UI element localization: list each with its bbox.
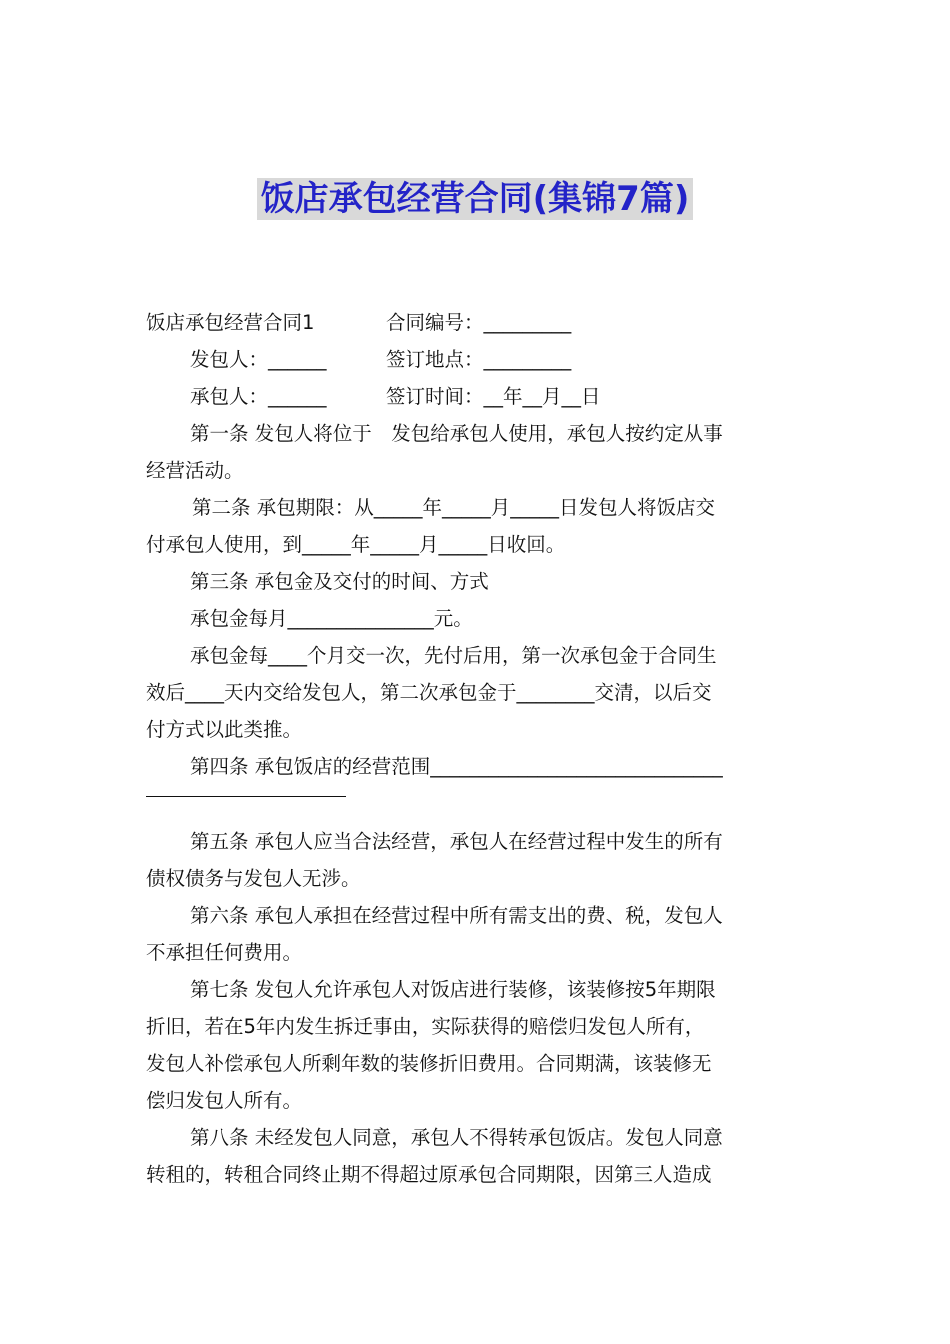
- article-7-line-1: 第七条 发包人允许承包人对饭店进行装修，该装修按5年期限: [190, 978, 716, 1001]
- document-title: 饭店承包经营合同(集锦7篇): [257, 178, 694, 220]
- article-8-line-2: 转租的，转租合同终止期不得超过原承包合同期限，因第三人造成: [146, 1163, 712, 1186]
- article-3-line-1: 第三条 承包金及交付的时间、方式: [190, 570, 489, 593]
- article-4-blank-rule: [146, 785, 346, 797]
- article-2-line-1: 第二条 承包期限：从_____年_____月_____日发包人将饭店交: [192, 496, 715, 519]
- article-5-line-2: 债权债务与发包人无涉。: [146, 867, 361, 890]
- payment-line-1: 承包金每____个月交一次，先付后用，第一次承包金于合同生: [190, 644, 717, 667]
- header-row-1: [146, 304, 808, 341]
- sign-place-field: 签订地点：_________: [386, 348, 572, 371]
- contract-number-field: 合同编号：_________: [386, 311, 572, 334]
- party-b-field: 承包人：______: [190, 385, 327, 408]
- payment-line-2: 效后____天内交给发包人，第二次承包金于________交清，以后交: [146, 681, 712, 704]
- article-6-line-2: 不承担任何费用。: [146, 941, 303, 964]
- article-2-line-2: 付承包人使用，到_____年_____月_____日收回。: [146, 533, 566, 556]
- document-title-wrap: [0, 178, 950, 220]
- spacer: [146, 797, 808, 823]
- contract-name: 饭店承包经营合同1: [146, 311, 315, 334]
- document-body: [146, 304, 808, 1193]
- article-3-line-2: 承包金每月_______________元。: [190, 607, 473, 630]
- sign-time-field: 签订时间：__年__月__日: [386, 385, 601, 408]
- party-a-field: 发包人：______: [190, 348, 327, 371]
- header-row-3: [146, 378, 808, 415]
- article-8-line-1: 第八条 未经发包人同意，承包人不得转承包饭店。发包人同意: [190, 1126, 723, 1149]
- article-7-line-3: 发包人补偿承包人所剩年数的装修折旧费用。合同期满，该装修无: [146, 1052, 712, 1075]
- article-1-line-2: 经营活动。: [146, 459, 244, 482]
- article-6-line-1: 第六条 承包人承担在经营过程中所有需支出的费、税，发包人: [190, 904, 723, 927]
- header-row-2: [146, 341, 808, 378]
- article-7-line-2: 折旧，若在5年内发生拆迁事由，实际获得的赔偿归发包人所有，: [146, 1015, 705, 1038]
- article-7-line-4: 偿归发包人所有。: [146, 1089, 303, 1112]
- article-5-line-1: 第五条 承包人应当合法经营，承包人在经营过程中发生的所有: [190, 830, 723, 853]
- article-4-line-1: 第四条 承包饭店的经营范围______________________________: [190, 755, 723, 778]
- payment-line-3: 付方式以此类推。: [146, 718, 303, 741]
- article-1-line-1: 第一条 发包人将位于 发包给承包人使用，承包人按约定从事: [190, 422, 723, 445]
